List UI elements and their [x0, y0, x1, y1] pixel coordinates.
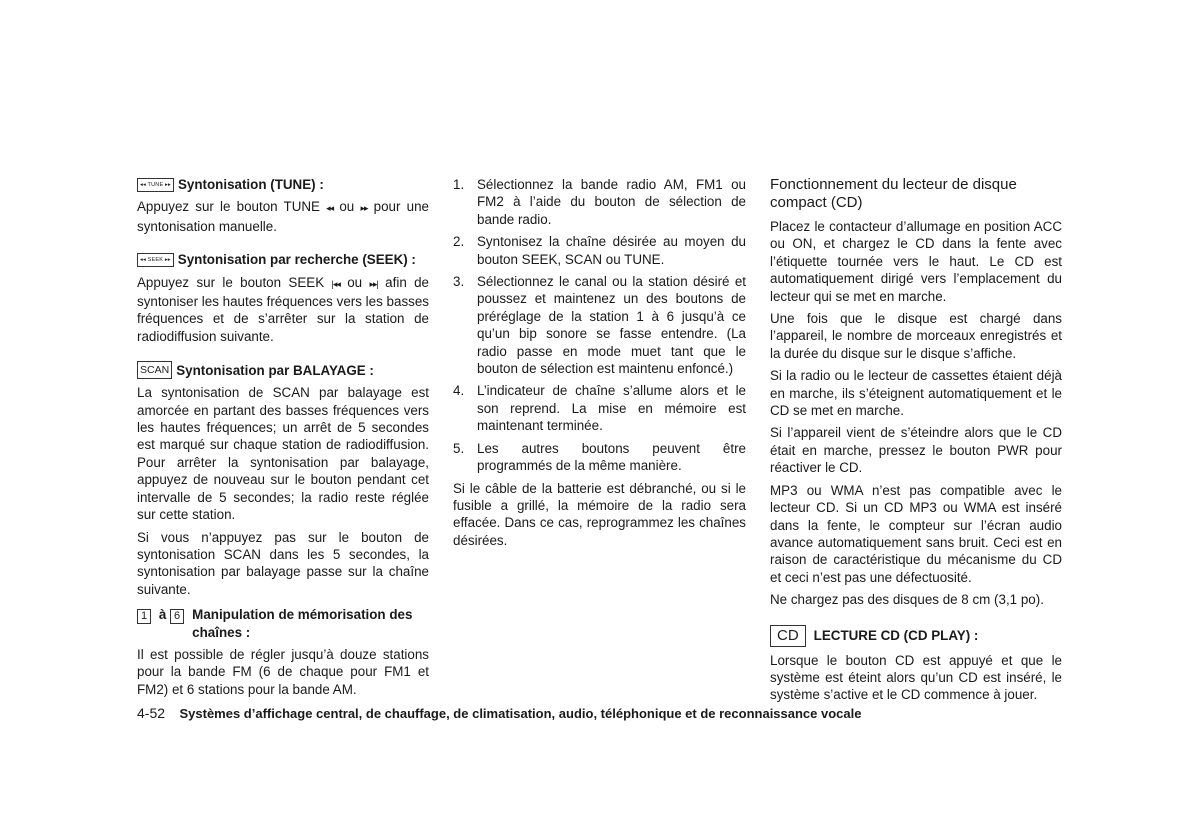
tune-button-icon: ◂◂ TUNE ▸▸: [137, 178, 174, 192]
step-number: 2.: [453, 234, 465, 250]
scan-heading-text: Syntonisation par BALAYAGE :: [176, 362, 374, 378]
rewind-icon: ◂◂: [326, 203, 334, 214]
scan-button-icon: SCAN: [137, 361, 172, 379]
page-number: 4-52: [137, 705, 166, 721]
list-item: [453, 382, 746, 434]
tune-heading-text: Syntonisation (TUNE) :: [177, 177, 324, 192]
seek-heading: [137, 251, 429, 268]
cd-play-heading-text: LECTURE CD (CD PLAY) :: [813, 627, 979, 643]
page-footer: [137, 705, 861, 723]
tune-heading: [137, 176, 429, 193]
section-title: Fonctionnement du lecteur de disque compact (CD): [770, 176, 1017, 211]
middle-column: [453, 176, 746, 554]
scan-heading: [137, 361, 429, 379]
preset-6-icon: 6: [170, 609, 184, 624]
step-number: 5.: [453, 440, 465, 456]
step-text: Sélectionnez la bande radio AM, FM1 ou FM2 à l’aide du bouton de sélection de bande radio.: [477, 177, 746, 227]
seek-button-icon: ◂◂ SEEK ▸▸: [137, 253, 174, 267]
skip-forward-icon: ▸▸|: [369, 278, 378, 289]
seek-heading-text: Syntonisation par recherche (SEEK) :: [177, 252, 416, 268]
cd-play-heading: [770, 625, 1062, 647]
list-item: [453, 273, 746, 377]
memory-conj: à: [158, 607, 167, 623]
step-number: 4.: [453, 383, 465, 399]
preset-1-icon: 1: [137, 609, 151, 624]
skip-back-icon: |◂◂: [331, 278, 340, 289]
right-column: [770, 176, 1062, 709]
steps-list: [453, 176, 746, 475]
seek-text-b: ou: [347, 274, 363, 290]
tune-text-c: pour une syntonisation manuelle.: [137, 199, 429, 234]
memory-keys: [137, 606, 188, 624]
chapter-title: Systèmes d’affichage central, de chauffage, de climatisation, audio, téléphonique et de reconnaissance vocale: [179, 706, 862, 721]
fast-forward-icon: ▸▸: [360, 203, 368, 214]
memory-paragraph: Il est possible de régler jusqu’à douze stations pour la bande FM (6 de chaque pour FM1 et FM2) et 6 stations pour la bande AM.: [137, 646, 429, 697]
cd-paragraph-6: Ne chargez pas des disques de 8 cm (3,1 po).: [770, 592, 1044, 608]
step-number: 3.: [453, 274, 465, 290]
cd-button-icon: CD: [770, 625, 806, 647]
seek-text-a: Appuyez sur le bouton SEEK: [137, 274, 325, 290]
left-column: [137, 176, 429, 703]
cd-paragraph-1: Placez le contacteur d’allumage en position ACC ou ON, et chargez le CD dans la fente avec l’étiquette tournée vers le haut. Le CD est automatiquement dirigé vers l’emplacement du lecteur qui se met en marche.: [770, 219, 1062, 304]
cd-play-paragraph: Lorsque le bouton CD est appuyé et que le système est éteint alors qu’un CD est inséré, le système s’active et le CD commence à jouer.: [770, 652, 1062, 703]
cd-paragraph-4: Si l’appareil vient de s’éteindre alors que le CD était en marche, pressez le bouton PWR pour réactiver le CD.: [770, 425, 1062, 476]
step-text: Les autres boutons peuvent être programmés de la même manière.: [477, 440, 746, 474]
step-text: Syntonisez la chaîne désirée au moyen du bouton SEEK, SCAN ou TUNE.: [477, 234, 746, 267]
memory-heading-text: Manipulation de mémorisation des chaînes :: [192, 607, 413, 640]
battery-note: Si le câble de la batterie est débranché, ou si le fusible a grillé, la mémoire de la radio sera effacée. Dans ce cas, reprogrammez les chaînes désirées.: [453, 480, 746, 548]
tune-text-a: Appuyez sur le bouton TUNE: [137, 199, 320, 215]
scan-paragraph-2: Si vous n’appuyez pas sur le bouton de syntonisation SCAN dans les 5 secondes, la syntonisation par balayage passe sur la chaîne suivante.: [137, 529, 429, 597]
seek-paragraph: [137, 274, 429, 346]
memory-heading: [137, 606, 429, 641]
step-text: L’indicateur de chaîne s’allume alors et le son reprend. La mise en mémoire est maintenant terminée.: [477, 383, 746, 434]
list-item: [453, 233, 746, 268]
list-item: [453, 176, 746, 228]
seek-text-c: afin de syntoniser les hautes fréquences vers les basses fréquences et de s’arrêter sur la station de radiodiffusion suivante.: [137, 274, 429, 344]
cd-paragraph-5: MP3 ou WMA n’est pas compatible avec le lecteur CD. Si un CD MP3 ou WMA est inséré dans la fente, le compteur sur l’écran audio avance automatiquement sans bruit. Ceci est en raison de caractéristique du mécanisme du CD et ceci n’est pas une défectuosité.: [770, 482, 1062, 585]
step-text: Sélectionnez le canal ou la station désiré et poussez et maintenez un des boutons de préréglage de la station 1 à 6 jusqu’à ce qu’un bip sonore se fasse entendre. (La radio passe en mode muet tant que le bouton de sélection est maintenu enfoncé.): [477, 274, 746, 377]
scan-paragraph-1: La syntonisation de SCAN par balayage est amorcée en partant des basses fréquences vers les hautes fréquences; un arrêt de 5 secondes est marqué sur chaque station de radiodiffusion. Pour arrêter la syntonisation par balayage, appuyez de nouveau sur le bouton pendant cet intervalle de 5 secondes; la radio reste réglée sur cette station.: [137, 385, 429, 523]
cd-paragraph-2: Une fois que le disque est chargé dans l’appareil, le nombre de morceaux enregistrés et la durée du disque sur le disque s’affiche.: [770, 311, 1062, 361]
cd-paragraph-3: Si la radio ou le lecteur de cassettes étaient déjà en marche, ils s’éteignent automatiquement et le CD se met en marche.: [770, 368, 1062, 419]
tune-text-b: ou: [339, 199, 355, 215]
tune-paragraph: [137, 198, 429, 235]
list-item: [453, 440, 746, 475]
step-number: 1.: [453, 177, 465, 192]
